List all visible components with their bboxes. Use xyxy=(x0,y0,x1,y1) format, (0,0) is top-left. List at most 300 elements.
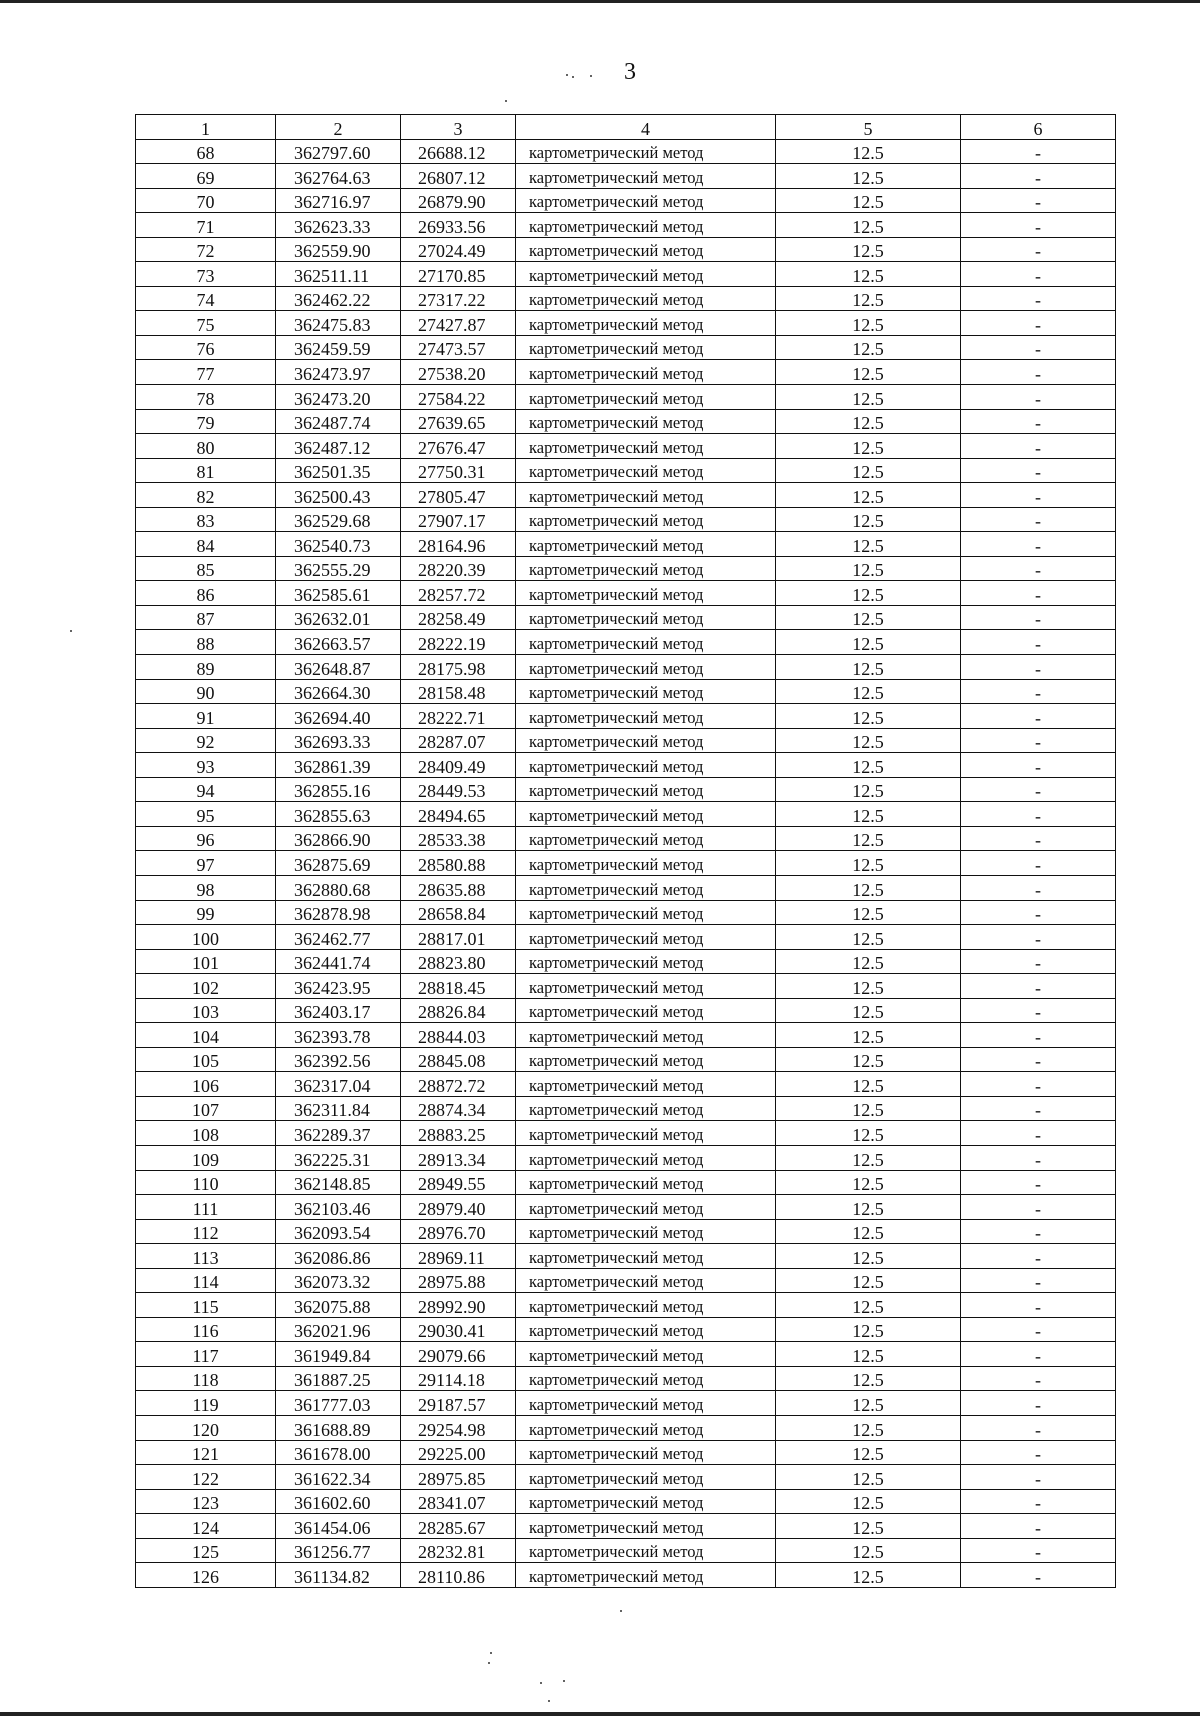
scan-speck xyxy=(505,100,507,102)
table-cell: 362648.87 xyxy=(276,655,401,680)
table-cell: 12.5 xyxy=(776,188,961,213)
table-row xyxy=(136,753,1116,778)
table-cell: 361134.82 xyxy=(276,1563,401,1588)
table-cell: - xyxy=(961,1072,1116,1097)
table-row xyxy=(136,188,1116,213)
table-cell: 107 xyxy=(136,1096,276,1121)
table-row xyxy=(136,164,1116,189)
table-cell: 362878.98 xyxy=(276,900,401,925)
table-cell: 12.5 xyxy=(776,949,961,974)
table-cell: 362855.63 xyxy=(276,802,401,827)
table-cell: 12.5 xyxy=(776,286,961,311)
table-cell: 12.5 xyxy=(776,1195,961,1220)
table-cell: 12.5 xyxy=(776,532,961,557)
table-cell: 12.5 xyxy=(776,1244,961,1269)
table-row xyxy=(136,1072,1116,1097)
table-cell: 112 xyxy=(136,1219,276,1244)
table-cell: 361949.84 xyxy=(276,1342,401,1367)
table-cell: 28220.39 xyxy=(401,556,516,581)
table-cell: - xyxy=(961,728,1116,753)
table-cell: картометрический метод xyxy=(516,1415,776,1440)
scan-speck xyxy=(572,76,574,78)
scan-speck xyxy=(563,1680,565,1682)
table-cell: картометрический метод xyxy=(516,1391,776,1416)
table-cell: 28817.01 xyxy=(401,925,516,950)
table-cell: 83 xyxy=(136,507,276,532)
table-cell: 12.5 xyxy=(776,679,961,704)
table-cell: - xyxy=(961,826,1116,851)
table-cell: 362459.59 xyxy=(276,335,401,360)
table-cell: 362663.57 xyxy=(276,630,401,655)
table-cell: 12.5 xyxy=(776,1293,961,1318)
table-row xyxy=(136,900,1116,925)
table-cell: 28658.84 xyxy=(401,900,516,925)
table-cell: 362403.17 xyxy=(276,998,401,1023)
table-row xyxy=(136,139,1116,164)
table-cell: 12.5 xyxy=(776,1145,961,1170)
table-row xyxy=(136,1268,1116,1293)
table-cell: - xyxy=(961,458,1116,483)
table-cell: 28992.90 xyxy=(401,1293,516,1318)
table-cell: 361678.00 xyxy=(276,1440,401,1465)
table-cell: 28164.96 xyxy=(401,532,516,557)
table-cell: 28823.80 xyxy=(401,949,516,974)
table-cell: 362716.97 xyxy=(276,188,401,213)
table-cell: 28175.98 xyxy=(401,655,516,680)
table-cell: 27676.47 xyxy=(401,434,516,459)
table-cell: 12.5 xyxy=(776,900,961,925)
table-cell: 362393.78 xyxy=(276,1023,401,1048)
table-cell: 362317.04 xyxy=(276,1072,401,1097)
table-cell: 362764.63 xyxy=(276,164,401,189)
table-cell: 95 xyxy=(136,802,276,827)
table-cell: 99 xyxy=(136,900,276,925)
table-cell: 362540.73 xyxy=(276,532,401,557)
table-row xyxy=(136,1391,1116,1416)
table-row xyxy=(136,213,1116,238)
table-row xyxy=(136,605,1116,630)
table-cell: 12.5 xyxy=(776,483,961,508)
table-cell: 362289.37 xyxy=(276,1121,401,1146)
table-row xyxy=(136,1514,1116,1539)
table-cell: 12.5 xyxy=(776,1268,961,1293)
table-cell: 28580.88 xyxy=(401,851,516,876)
table-cell: - xyxy=(961,1145,1116,1170)
table-cell: 27538.20 xyxy=(401,360,516,385)
table-cell: 362392.56 xyxy=(276,1047,401,1072)
table-cell: картометрический метод xyxy=(516,532,776,557)
table-cell: 12.5 xyxy=(776,630,961,655)
table-cell: картометрический метод xyxy=(516,360,776,385)
table-cell: картометрический метод xyxy=(516,802,776,827)
table-cell: картометрический метод xyxy=(516,925,776,950)
table-cell: 362555.29 xyxy=(276,556,401,581)
table-cell: 361256.77 xyxy=(276,1538,401,1563)
table-row xyxy=(136,679,1116,704)
table-cell: 104 xyxy=(136,1023,276,1048)
table-cell: 27639.65 xyxy=(401,409,516,434)
table-cell: 361622.34 xyxy=(276,1465,401,1490)
table-row xyxy=(136,385,1116,410)
table-cell: 12.5 xyxy=(776,1170,961,1195)
table-cell: 12.5 xyxy=(776,1047,961,1072)
table-row xyxy=(136,1317,1116,1342)
table-cell: 362075.88 xyxy=(276,1293,401,1318)
table-cell: 12.5 xyxy=(776,385,961,410)
table-cell: 29079.66 xyxy=(401,1342,516,1367)
table-cell: картометрический метод xyxy=(516,1072,776,1097)
table-cell: 12.5 xyxy=(776,335,961,360)
table-row xyxy=(136,1415,1116,1440)
table-row xyxy=(136,1538,1116,1563)
table-cell: 362021.96 xyxy=(276,1317,401,1342)
table-row xyxy=(136,262,1116,287)
table-cell: 362797.60 xyxy=(276,139,401,164)
table-cell: 27317.22 xyxy=(401,286,516,311)
table-cell: - xyxy=(961,1096,1116,1121)
table-cell: 27750.31 xyxy=(401,458,516,483)
table-cell: - xyxy=(961,1219,1116,1244)
scan-edge-top xyxy=(0,0,1200,3)
scan-edge-bottom xyxy=(0,1712,1200,1716)
table-cell: 28969.11 xyxy=(401,1244,516,1269)
table-cell: - xyxy=(961,1563,1116,1588)
table-cell: 27584.22 xyxy=(401,385,516,410)
table-cell: - xyxy=(961,556,1116,581)
table-cell: картометрический метод xyxy=(516,826,776,851)
table-cell: 361688.89 xyxy=(276,1415,401,1440)
table-cell: - xyxy=(961,507,1116,532)
table-cell: 80 xyxy=(136,434,276,459)
table-row xyxy=(136,434,1116,459)
table-cell: 362423.95 xyxy=(276,974,401,999)
table-cell: 26879.90 xyxy=(401,188,516,213)
table-cell: 79 xyxy=(136,409,276,434)
table-row xyxy=(136,949,1116,974)
table-cell: 12.5 xyxy=(776,753,961,778)
table-row xyxy=(136,1342,1116,1367)
table-cell: 12.5 xyxy=(776,1563,961,1588)
table-cell: - xyxy=(961,1268,1116,1293)
table-cell: 115 xyxy=(136,1293,276,1318)
table-cell: 28533.38 xyxy=(401,826,516,851)
table-cell: 72 xyxy=(136,237,276,262)
table-header-cell: 6 xyxy=(961,115,1116,140)
table-cell: 28232.81 xyxy=(401,1538,516,1563)
table-row xyxy=(136,925,1116,950)
table-cell: - xyxy=(961,753,1116,778)
table-cell: 362855.16 xyxy=(276,777,401,802)
table-cell: 361602.60 xyxy=(276,1489,401,1514)
table-cell: 12.5 xyxy=(776,458,961,483)
table-cell: 361887.25 xyxy=(276,1366,401,1391)
table-cell: 12.5 xyxy=(776,164,961,189)
table-cell: картометрический метод xyxy=(516,139,776,164)
table-row xyxy=(136,532,1116,557)
scan-speck xyxy=(590,75,592,77)
table-row xyxy=(136,360,1116,385)
table-cell: 28913.34 xyxy=(401,1145,516,1170)
table-cell: 28222.19 xyxy=(401,630,516,655)
table-cell: 29225.00 xyxy=(401,1440,516,1465)
table-cell: 12.5 xyxy=(776,409,961,434)
table-header-cell: 1 xyxy=(136,115,276,140)
table-cell: картометрический метод xyxy=(516,1023,776,1048)
table-cell: 73 xyxy=(136,262,276,287)
table-cell: - xyxy=(961,1170,1116,1195)
table-cell: 362585.61 xyxy=(276,581,401,606)
table-row xyxy=(136,1047,1116,1072)
table-row xyxy=(136,335,1116,360)
table-row xyxy=(136,581,1116,606)
table-cell: 122 xyxy=(136,1465,276,1490)
table-cell: картометрический метод xyxy=(516,1440,776,1465)
table-row xyxy=(136,1489,1116,1514)
table-row xyxy=(136,1366,1116,1391)
table-cell: картометрический метод xyxy=(516,1121,776,1146)
table-cell: картометрический метод xyxy=(516,777,776,802)
table-cell: - xyxy=(961,802,1116,827)
table-cell: - xyxy=(961,1514,1116,1539)
table-cell: картометрический метод xyxy=(516,998,776,1023)
table-cell: 12.5 xyxy=(776,1219,961,1244)
table-cell: 362866.90 xyxy=(276,826,401,851)
table-cell: 362487.74 xyxy=(276,409,401,434)
table-cell: 69 xyxy=(136,164,276,189)
table-cell: - xyxy=(961,1489,1116,1514)
table-cell: 110 xyxy=(136,1170,276,1195)
table-cell: 76 xyxy=(136,335,276,360)
table-cell: 362093.54 xyxy=(276,1219,401,1244)
table-cell: - xyxy=(961,1391,1116,1416)
table-cell: - xyxy=(961,1317,1116,1342)
table-cell: 12.5 xyxy=(776,1514,961,1539)
table-cell: - xyxy=(961,605,1116,630)
table-cell: картометрический метод xyxy=(516,1489,776,1514)
table-row xyxy=(136,409,1116,434)
table-cell: 29030.41 xyxy=(401,1317,516,1342)
table-row xyxy=(136,1563,1116,1588)
table-cell: 117 xyxy=(136,1342,276,1367)
table-cell: 28826.84 xyxy=(401,998,516,1023)
table-cell: 12.5 xyxy=(776,851,961,876)
table-cell: 12.5 xyxy=(776,1538,961,1563)
table-cell: картометрический метод xyxy=(516,262,776,287)
coordinates-table xyxy=(135,114,1116,1588)
table-header-cell: 2 xyxy=(276,115,401,140)
table-cell: 108 xyxy=(136,1121,276,1146)
table-cell: 89 xyxy=(136,655,276,680)
table-cell: 362623.33 xyxy=(276,213,401,238)
table-cell: 85 xyxy=(136,556,276,581)
table-row xyxy=(136,851,1116,876)
table-cell: 12.5 xyxy=(776,1366,961,1391)
table-cell: - xyxy=(961,1293,1116,1318)
table-cell: 29114.18 xyxy=(401,1366,516,1391)
table-cell: картометрический метод xyxy=(516,630,776,655)
table-cell: картометрический метод xyxy=(516,704,776,729)
table-cell: 12.5 xyxy=(776,139,961,164)
table-cell: - xyxy=(961,851,1116,876)
table-cell: 12.5 xyxy=(776,1415,961,1440)
table-cell: 12.5 xyxy=(776,556,961,581)
table-cell: 12.5 xyxy=(776,777,961,802)
table-cell: 28494.65 xyxy=(401,802,516,827)
table-row xyxy=(136,1244,1116,1269)
table-cell: 362861.39 xyxy=(276,753,401,778)
table-cell: 120 xyxy=(136,1415,276,1440)
table-cell: 362664.30 xyxy=(276,679,401,704)
table-cell: 12.5 xyxy=(776,1440,961,1465)
table-cell: картометрический метод xyxy=(516,1145,776,1170)
table-row xyxy=(136,655,1116,680)
table-cell: - xyxy=(961,164,1116,189)
table-cell: 28976.70 xyxy=(401,1219,516,1244)
table-cell: 124 xyxy=(136,1514,276,1539)
table-cell: 88 xyxy=(136,630,276,655)
table-cell: 27170.85 xyxy=(401,262,516,287)
table-cell: картометрический метод xyxy=(516,311,776,336)
table-cell: 362487.12 xyxy=(276,434,401,459)
table-cell: 28449.53 xyxy=(401,777,516,802)
table-header-cell: 3 xyxy=(401,115,516,140)
table-cell: 125 xyxy=(136,1538,276,1563)
table-cell: картометрический метод xyxy=(516,1563,776,1588)
table-cell: - xyxy=(961,237,1116,262)
table-cell: картометрический метод xyxy=(516,1366,776,1391)
table-cell: 28979.40 xyxy=(401,1195,516,1220)
table-cell: 12.5 xyxy=(776,1489,961,1514)
table-row xyxy=(136,237,1116,262)
table-cell: картометрический метод xyxy=(516,949,776,974)
table-cell: картометрический метод xyxy=(516,286,776,311)
table-cell: картометрический метод xyxy=(516,556,776,581)
table-cell: - xyxy=(961,360,1116,385)
table-cell: - xyxy=(961,900,1116,925)
table-cell: 28874.34 xyxy=(401,1096,516,1121)
table-cell: - xyxy=(961,679,1116,704)
table-cell: 27473.57 xyxy=(401,335,516,360)
scan-speck xyxy=(620,1610,622,1612)
table-cell: 12.5 xyxy=(776,974,961,999)
table-cell: 362441.74 xyxy=(276,949,401,974)
table-row xyxy=(136,1121,1116,1146)
table-cell: картометрический метод xyxy=(516,1170,776,1195)
table-cell: 118 xyxy=(136,1366,276,1391)
table-cell: картометрический метод xyxy=(516,1219,776,1244)
table-cell: - xyxy=(961,1415,1116,1440)
table-cell: 91 xyxy=(136,704,276,729)
table-cell: 87 xyxy=(136,605,276,630)
table-cell: 92 xyxy=(136,728,276,753)
table-cell: 362694.40 xyxy=(276,704,401,729)
table-cell: - xyxy=(961,1121,1116,1146)
table-cell: 119 xyxy=(136,1391,276,1416)
table-cell: 27024.49 xyxy=(401,237,516,262)
table-cell: 116 xyxy=(136,1317,276,1342)
table-cell: картометрический метод xyxy=(516,605,776,630)
table-cell: картометрический метод xyxy=(516,507,776,532)
table-cell: 77 xyxy=(136,360,276,385)
table-cell: 362462.22 xyxy=(276,286,401,311)
table-cell: - xyxy=(961,974,1116,999)
table-cell: 362693.33 xyxy=(276,728,401,753)
table-row xyxy=(136,826,1116,851)
table-cell: - xyxy=(961,1538,1116,1563)
table-row xyxy=(136,1170,1116,1195)
table-cell: 362529.68 xyxy=(276,507,401,532)
table-cell: картометрический метод xyxy=(516,851,776,876)
table-cell: картометрический метод xyxy=(516,1195,776,1220)
table-header-row xyxy=(136,115,1116,140)
table-cell: 12.5 xyxy=(776,1391,961,1416)
table-cell: 12.5 xyxy=(776,311,961,336)
table-cell: 28158.48 xyxy=(401,679,516,704)
table-cell: 12.5 xyxy=(776,925,961,950)
table-cell: 101 xyxy=(136,949,276,974)
table-row xyxy=(136,311,1116,336)
table-row xyxy=(136,1023,1116,1048)
table-cell: 68 xyxy=(136,139,276,164)
table-cell: 12.5 xyxy=(776,237,961,262)
table-cell: 362225.31 xyxy=(276,1145,401,1170)
table-cell: - xyxy=(961,262,1116,287)
table-cell: 12.5 xyxy=(776,1072,961,1097)
table-cell: 28110.86 xyxy=(401,1563,516,1588)
table-cell: 362473.97 xyxy=(276,360,401,385)
table-cell: 12.5 xyxy=(776,1121,961,1146)
table-cell: 12.5 xyxy=(776,262,961,287)
table-cell: 12.5 xyxy=(776,605,961,630)
table-cell: 362086.86 xyxy=(276,1244,401,1269)
table-cell: 362559.90 xyxy=(276,237,401,262)
page-number: 3 xyxy=(624,59,636,85)
table-row xyxy=(136,802,1116,827)
table-row xyxy=(136,556,1116,581)
table-row xyxy=(136,998,1116,1023)
table-header-cell: 4 xyxy=(516,115,776,140)
table-cell: картометрический метод xyxy=(516,1317,776,1342)
table-cell: 97 xyxy=(136,851,276,876)
table-cell: - xyxy=(961,998,1116,1023)
table-cell: 12.5 xyxy=(776,581,961,606)
table-cell: - xyxy=(961,532,1116,557)
table-cell: 28285.67 xyxy=(401,1514,516,1539)
table-cell: - xyxy=(961,1023,1116,1048)
table-cell: картометрический метод xyxy=(516,483,776,508)
table-cell: - xyxy=(961,655,1116,680)
table-cell: 94 xyxy=(136,777,276,802)
table-cell: 12.5 xyxy=(776,1023,961,1048)
table-cell: 12.5 xyxy=(776,1317,961,1342)
table-cell: 126 xyxy=(136,1563,276,1588)
table-cell: картометрический метод xyxy=(516,1465,776,1490)
table-cell: - xyxy=(961,188,1116,213)
table-cell: картометрический метод xyxy=(516,385,776,410)
table-cell: 12.5 xyxy=(776,802,961,827)
scan-speck xyxy=(540,1682,542,1684)
table-cell: 12.5 xyxy=(776,655,961,680)
table-cell: 12.5 xyxy=(776,434,961,459)
table-cell: картометрический метод xyxy=(516,458,776,483)
table-row xyxy=(136,1195,1116,1220)
table-cell: картометрический метод xyxy=(516,1268,776,1293)
table-cell: - xyxy=(961,704,1116,729)
table-cell: - xyxy=(961,1366,1116,1391)
table-row xyxy=(136,286,1116,311)
table-cell: картометрический метод xyxy=(516,728,776,753)
table-cell: 78 xyxy=(136,385,276,410)
